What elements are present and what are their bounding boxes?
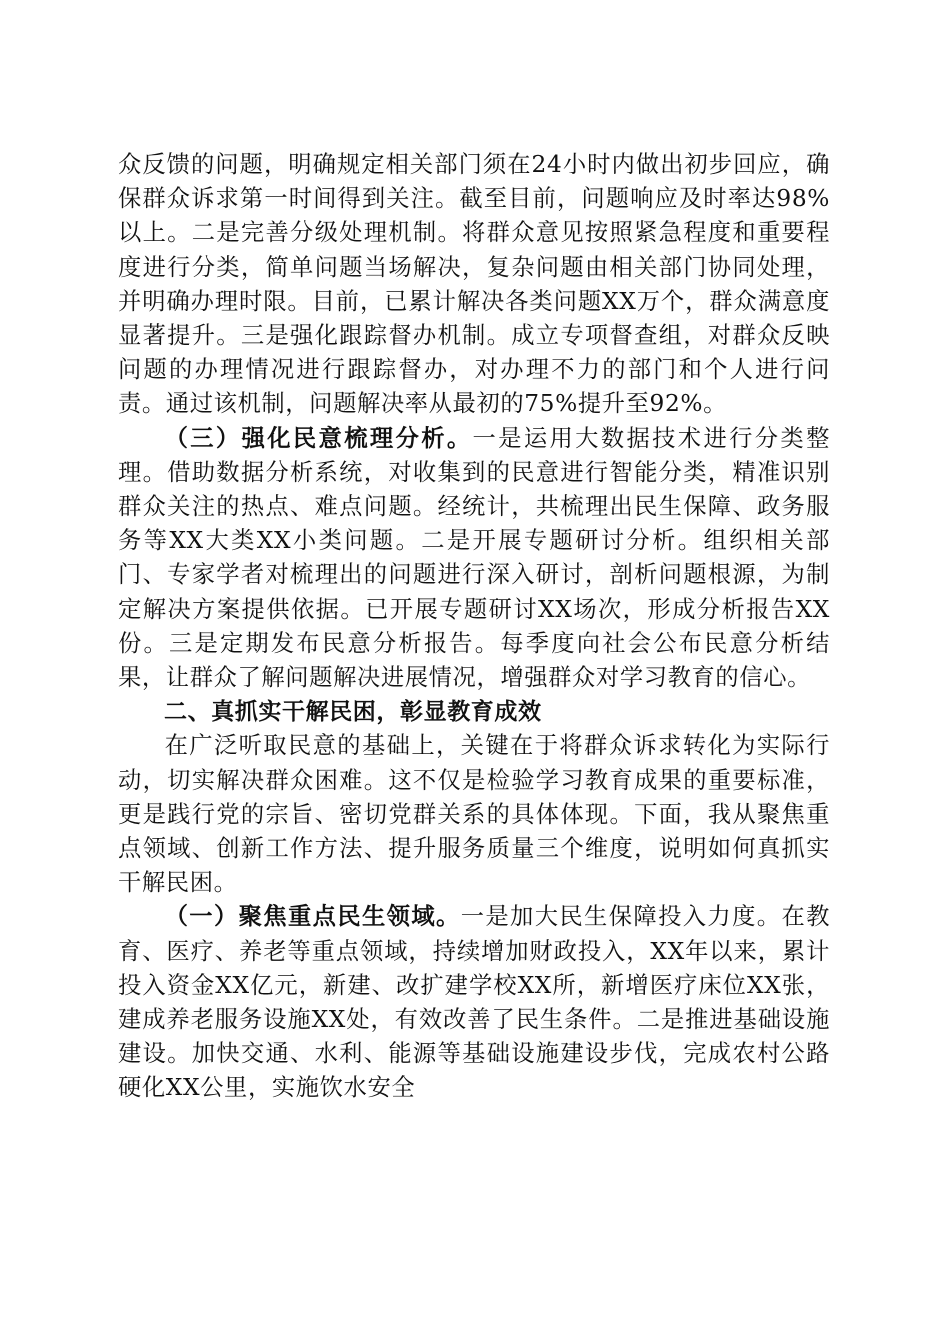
section-heading: 二、真抓实干解民困，彰显教育成效 xyxy=(164,699,542,726)
paragraph-continuation: 众反馈的问题，明确规定相关部门须在24小时内做出初步回应，确保群众诉求第一时间得到关注。截至目前，问题响应及时率达98%以上。二是完善分级处理机制。将群众意见按照紧急程度和重要程度进行分类，简单问题当场解决，复杂问题由相关部门协同处理，并明确办理时限。目前，已累计解决各类问题XX万个，群众满意度显著提升。三是强化跟踪督办机制。成立专项督查组，对群众反映问题的办理情况进行跟踪督办，对办理不力的部门和个人进行问责。通过该机制，问题解决率从最初的75%提升至92%。 xyxy=(118,151,830,418)
paragraph-subsection-three xyxy=(118,422,830,696)
document-page xyxy=(118,148,830,1106)
subsection-three-title: （三）强化民意梳理分析。 xyxy=(164,424,473,452)
subsection-three-body: 一是运用大数据技术进行分类整理。借助数据分析系统，对收集到的民意进行智能分类，精准识别群众关注的热点、难点问题。经统计，共梳理出民生保障、政务服务等XX大类XX小类问题。二是开展专题研讨分析。组织相关部门、专家学者对梳理出的问题进行深入研讨，剖析问题根源，为制定解决方案提供依据。已开展专题研讨XX场次，形成分析报告XX份。三是定期发布民意分析报告。每季度向社会公布民意分析结果，让群众了解问题解决进展情况，增强群众对学习教育的信心。 xyxy=(118,424,830,692)
subsection-one-body: 一是加大民生保障投入力度。在教育、医疗、养老等重点领域，持续增加财政投入，XX年以来，累计投入资金XX亿元，新建、改扩建学校XX所，新增医疗床位XX张，建成养老服务设施XX处，有效改善了民生条件。二是推进基础设施建设。加快交通、水利、能源等基础设施建设步伐，完成农村公路硬化XX公里，实施饮水安全 xyxy=(118,903,831,1102)
paragraph-section-intro: 在广泛听取民意的基础上，关键在于将群众诉求转化为实际行动，切实解决群众困难。这不仅是检验学习教育成果的重要标准，更是践行党的宗旨、密切党群关系的具体体现。下面，我从聚焦重点领域、创新工作方法、提升服务质量三个维度，说明如何真抓实干解民困。 xyxy=(118,732,830,897)
subsection-one-title: （一）聚焦重点民生领域。 xyxy=(164,903,461,931)
paragraph-subsection-one xyxy=(118,900,830,1105)
